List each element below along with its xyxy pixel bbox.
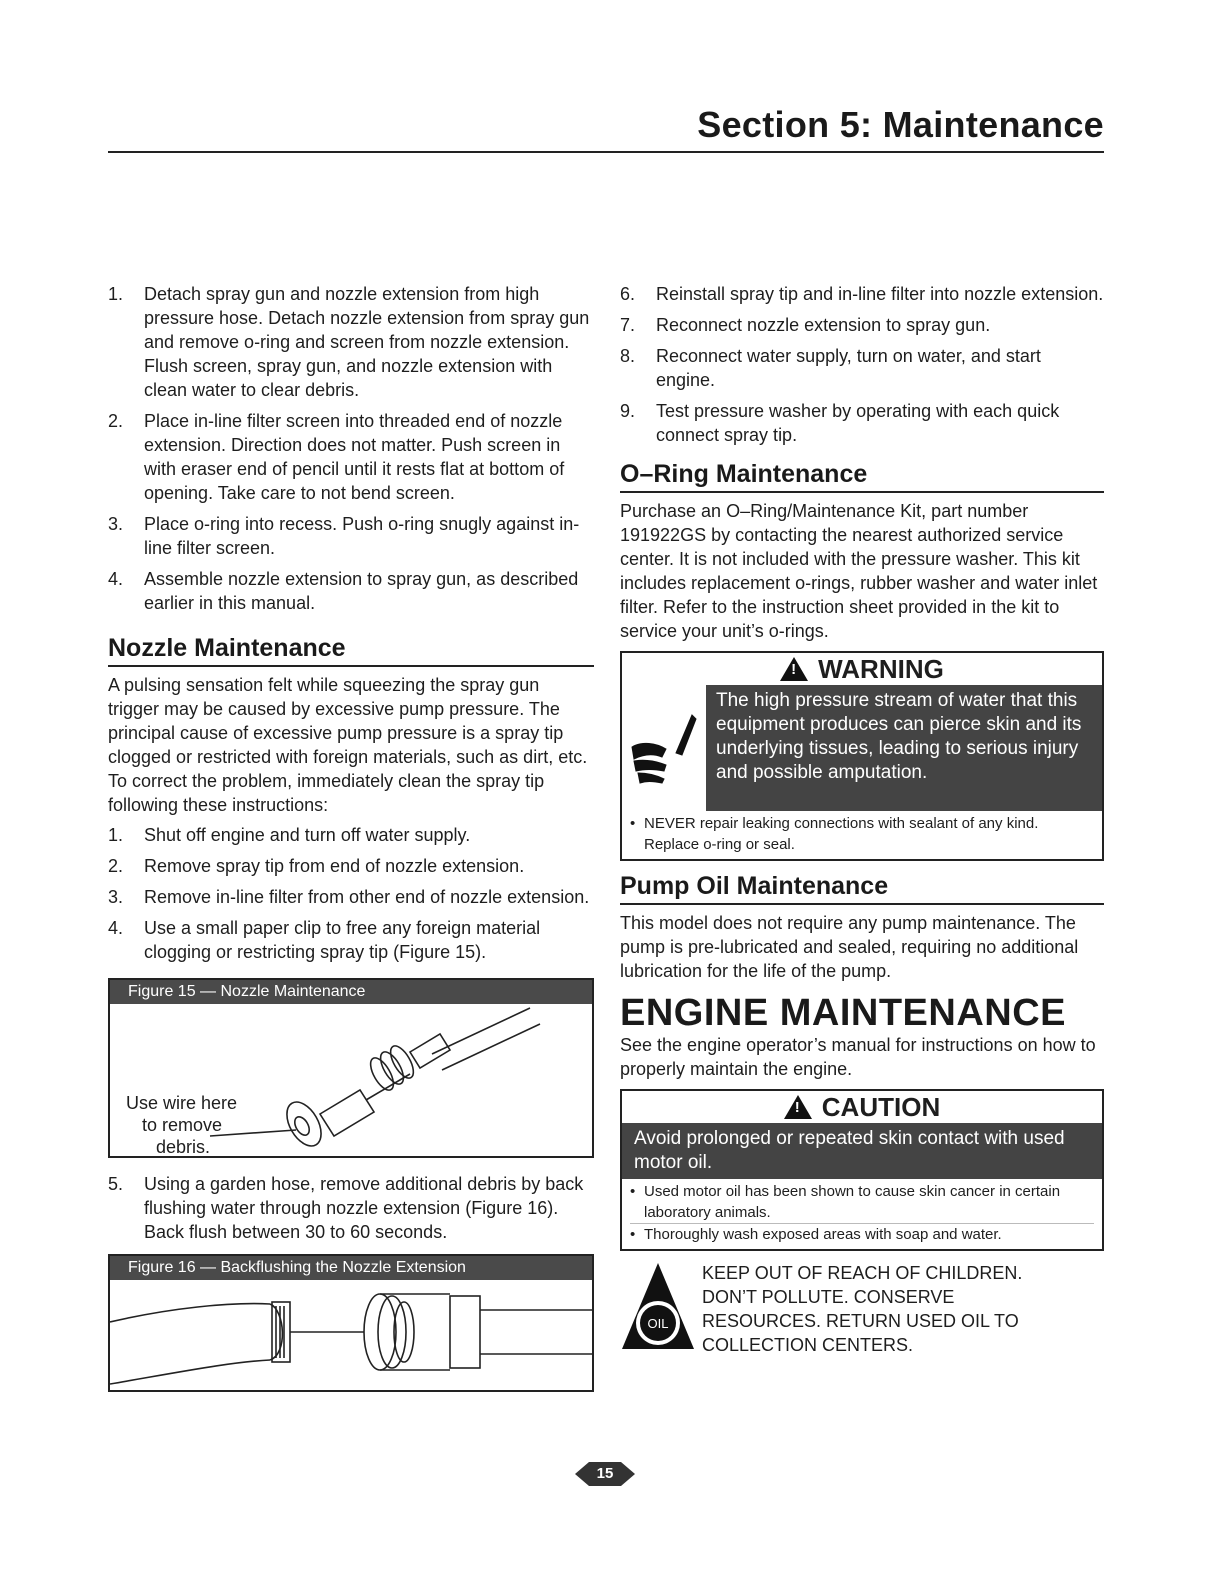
figure-15-label-line: debris. (156, 1137, 211, 1157)
recycle-notice (620, 1261, 1104, 1359)
nozzle-intro: A pulsing sensation felt while squeezing the spray gun trigger may be caused by excessive pump pressure. The principal cause of excessive pump pressure is a spray tip clogged or restricted with foreign materials, such as dirt, etc. To correct the problem, immediately clean the spray tip following these instructions: (108, 675, 588, 815)
list-item: • Thoroughly wash exposed areas with soap and water. (630, 1223, 1094, 1245)
steps-list-b (620, 282, 1104, 447)
warning-title: WARNING (818, 654, 944, 684)
nozzle-steps-list (108, 823, 594, 964)
engine-maintenance-heading: ENGINE MAINTENANCE (620, 992, 1067, 1034)
recycle-line: RESOURCES. RETURN USED OIL TO (702, 1311, 1019, 1331)
backflush-illustration (110, 1280, 592, 1390)
header-rule (108, 151, 1104, 153)
hand-injection-icon (622, 685, 706, 811)
left-column (108, 282, 594, 1406)
oring-text: Purchase an O–Ring/Maintenance Kit, part number 191922GS by contacting the nearest authorized service center. It is not included with the pressure washer. This kit includes replacement o-rings, rubber washer and water inlet filter. Refer to the instruction sheet provided in the kit to service your unit’s o-rings. (620, 501, 1098, 641)
list-item: 6. Reinstall spray tip and in-line filter into nozzle extension. (620, 284, 1104, 304)
figure-15-label-line: to remove (142, 1115, 223, 1135)
page-number: 15 (596, 1465, 614, 1482)
right-column (620, 282, 1104, 1359)
warning-box (620, 651, 1104, 861)
caution-bullets (622, 1179, 1102, 1249)
caution-title: CAUTION (821, 1092, 941, 1122)
caution-message: Avoid prolonged or repeated skin contact with used motor oil. (622, 1123, 1102, 1179)
figure-15-label-line: Use wire here (126, 1093, 238, 1113)
engine-text: See the engine operator’s manual for instructions on how to properly maintain the engine. (620, 1035, 1096, 1079)
pump-oil-text: This model does not require any pump maintenance. The pump is pre-lubricated and sealed, requiring no additional lubrication for the life of the pump. (620, 913, 1079, 981)
caution-box (620, 1089, 1104, 1251)
page-title: Section 5: Maintenance (697, 104, 1104, 145)
list-item: 1. Detach spray gun and nozzle extension from high pressure hose. Detach nozzle extension from spray gun and remove o-ring and screen from nozzle extension. Flush screen, spray gun, and nozzle extension with clean water to clear debris. (108, 284, 590, 400)
list-item: 1. Shut off engine and turn off water supply. (108, 825, 471, 845)
alert-triangle-icon (780, 657, 808, 681)
list-item: 3. Place o-ring into recess. Push o-ring snugly against in-line filter screen. (108, 514, 580, 558)
page-number-badge (575, 1462, 635, 1486)
steps-list-a (108, 282, 594, 615)
pump-oil-heading: Pump Oil Maintenance (620, 871, 1104, 905)
warning-message: The high pressure stream of water that this equipment produces can pierce skin and its underlying tissues, leading to serious injury and possible amputation. (716, 690, 1082, 783)
list-item: • NEVER repair leaking connections with sealant of any kind. Replace o-ring or seal. (630, 815, 1039, 853)
oring-maintenance-heading: O–Ring Maintenance (620, 459, 1104, 493)
list-item: 2. Remove spray tip from end of nozzle extension. (108, 856, 525, 876)
figure-16 (108, 1254, 594, 1392)
list-item: 3. Remove in-line filter from other end of nozzle extension. (108, 887, 590, 907)
alert-triangle-icon (784, 1095, 812, 1119)
recycle-icon-label: OIL (647, 1316, 669, 1331)
figure-16-caption: Figure 16 — Backflushing the Nozzle Extension (110, 1256, 592, 1280)
steps-list-5 (108, 1172, 594, 1244)
recycle-line: COLLECTION CENTERS. (702, 1335, 914, 1355)
list-item: • Used motor oil has been shown to cause skin cancer in certain laboratory animals. (630, 1183, 1061, 1221)
list-item: 9. Test pressure washer by operating with each quick connect spray tip. (620, 401, 1060, 445)
figure-15-caption: Figure 15 — Nozzle Maintenance (110, 980, 592, 1004)
nozzle-maintenance-heading: Nozzle Maintenance (108, 633, 594, 667)
recycle-oil-icon (620, 1261, 700, 1359)
figure-15 (108, 978, 594, 1158)
list-item: 4. Assemble nozzle extension to spray gun, as described earlier in this manual. (108, 569, 579, 613)
warning-bullets (622, 811, 1102, 859)
list-item: 5. Using a garden hose, remove additional debris by back flushing water through nozzle extension (Figure 16). Back flush between 30 to 60 seconds. (108, 1174, 584, 1242)
list-item: 2. Place in-line filter screen into threaded end of nozzle extension. Direction does not matter. Push screen in with eraser end of pencil until it rests flat at bottom of opening. Take care to not bend screen. (108, 411, 565, 503)
recycle-line: KEEP OUT OF REACH OF CHILDREN. (702, 1263, 1023, 1283)
list-item: 4. Use a small paper clip to free any foreign material clogging or restricting spray tip (Figure 15). (108, 918, 541, 962)
list-item: 8. Reconnect water supply, turn on water, and start engine. (620, 346, 1041, 390)
recycle-line: DON’T POLLUTE. CONSERVE (702, 1287, 955, 1307)
list-item: 7. Reconnect nozzle extension to spray gun. (620, 315, 991, 335)
